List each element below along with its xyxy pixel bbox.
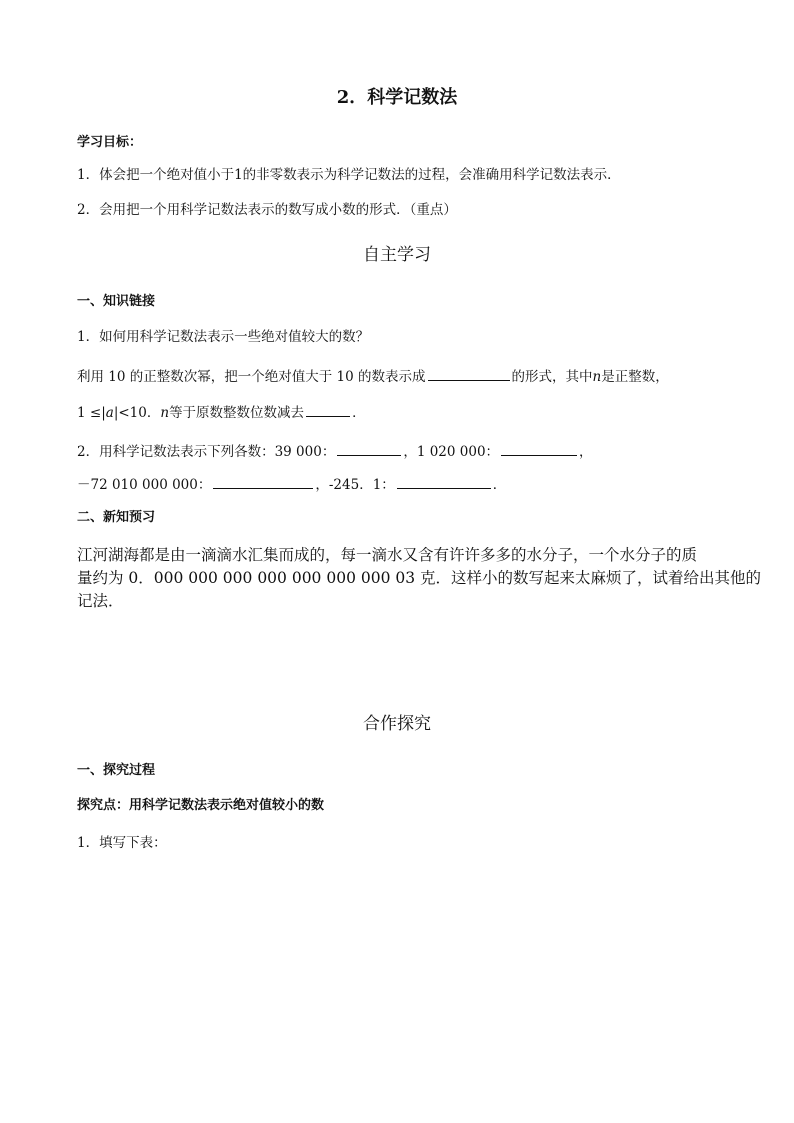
section-heading-cooperative: 合作探究 [363, 714, 431, 734]
answer-blank-245[interactable] [397, 474, 491, 489]
q1-text-g: ． [352, 405, 366, 421]
question-1-line-2 [77, 402, 366, 422]
q2-text-a: 2．用科学记数法表示下列各数：39 000： [77, 444, 336, 460]
answer-blank-39000[interactable] [337, 441, 401, 456]
preview-paragraph [77, 544, 762, 613]
objectives-heading: 学习目标： [77, 135, 143, 150]
q1-text-e: |<10． [113, 405, 161, 421]
question-2-line-2 [77, 474, 506, 494]
preview-line-2: 量约为 0．000 000 000 000 000 000 000 03 克．这样小的数写起来太麻烦了，试着给出其他的 [77, 569, 762, 587]
inquiry-point-heading: 探究点：用科学记数法表示绝对值较小的数 [77, 798, 325, 813]
q2-text-b: ，1 020 000： [403, 444, 500, 460]
answer-blank-subtract[interactable] [306, 402, 350, 417]
question-1: 1．如何用科学记数法表示一些绝对值较大的数？ [77, 329, 370, 345]
var-n: n [592, 369, 602, 385]
q2-text-f: ． [492, 477, 507, 493]
question-1-line-1 [77, 366, 669, 386]
knowledge-link-heading: 一、知识链接 [77, 294, 156, 309]
q1-text-c: 是正整数， [601, 369, 669, 385]
preview-line-1: 江河湖海都是由一滴滴水汇集而成的，每一滴水又含有许许多多的水分子，一个水分子的质 [77, 546, 698, 564]
fill-table-instruction: 1．填写下表： [77, 835, 167, 851]
question-2-line-1 [77, 441, 593, 461]
page-title: 2．科学记数法 [336, 87, 458, 108]
q1-text-f: 等于原数整数位数减去 [169, 405, 305, 421]
q1-text-a: 利用 10 的正整数次幂，把一个绝对值大于 10 的数表示成 [77, 369, 426, 385]
q1-text-d: 1 ≤| [77, 405, 106, 421]
var-n-2: n [160, 405, 170, 421]
q2-text-c: ， [579, 444, 593, 460]
q2-text-e: ，-245．1： [315, 477, 395, 493]
q1-text-b: 的形式，其中 [511, 369, 593, 385]
objective-item-2: 2．会用把一个用科学记数法表示的数写成小数的形式．（重点） [77, 202, 457, 218]
var-a: a [105, 405, 114, 421]
inquiry-process-heading: 一、探究过程 [77, 763, 156, 778]
answer-blank-negative[interactable] [213, 474, 313, 489]
objective-item-1: 1．体会把一个绝对值小于1的非零数表示为科学记数法的过程，会准确用科学记数法表示． [77, 167, 621, 183]
preview-line-3: 记法． [77, 592, 124, 610]
answer-blank-1020000[interactable] [501, 441, 577, 456]
q2-text-d: －72 010 000 000： [77, 477, 212, 493]
preview-heading: 二、新知预习 [77, 510, 156, 525]
answer-blank-form[interactable] [428, 366, 510, 381]
section-heading-self-study: 自主学习 [363, 245, 431, 265]
